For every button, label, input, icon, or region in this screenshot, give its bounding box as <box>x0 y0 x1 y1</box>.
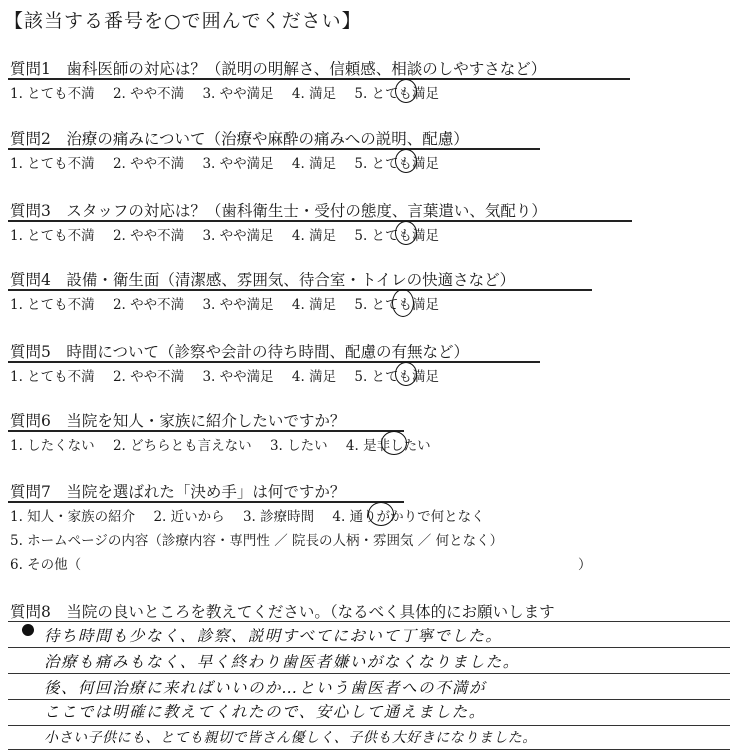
question-7-underline <box>8 501 404 503</box>
q3-option-4[interactable]: 4. 満足 <box>291 228 337 244</box>
q6-answer-circle <box>381 431 407 455</box>
q5-answer-circle <box>395 362 417 386</box>
q7-option-6-open[interactable]: 6. その他（ <box>10 557 82 573</box>
q7-option-6-close: ） <box>578 557 592 573</box>
q3-option-5[interactable]: 5. とても満足 <box>354 228 440 244</box>
page-title: 【該当する番号を○で囲んでください】 <box>4 10 362 32</box>
q3-answer-circle <box>395 221 417 245</box>
q4-option-3[interactable]: 3. やや満足 <box>202 297 274 313</box>
question-3-label: 質問3 スタッフの対応は？（歯科衛生士・受付の態度、言葉遣い、気配り） <box>10 202 547 220</box>
q8-answer-line-5: 小さい子供にも、とても親切で皆さん優しく、子供も大好きになりました。 <box>44 730 537 746</box>
q2-option-5[interactable]: 5. とても満足 <box>354 156 440 172</box>
q1-option-5[interactable]: 5. とても満足 <box>354 86 440 102</box>
question-3-underline <box>8 220 632 222</box>
q2-option-2[interactable]: 2. やや不満 <box>112 156 185 172</box>
q1-answer-circle <box>395 79 417 103</box>
question-1-underline <box>8 78 630 80</box>
q8-writing-line-1 <box>8 621 730 622</box>
q1-option-1[interactable]: 1. とても不満 <box>10 86 95 102</box>
q1-option-3[interactable]: 3. やや満足 <box>202 86 274 102</box>
q6-option-2[interactable]: 2. どちらとも言えない <box>112 438 252 454</box>
q7-option-2[interactable]: 2. 近いから <box>153 509 225 525</box>
q4-option-4[interactable]: 4. 満足 <box>291 297 337 313</box>
q7-option-1[interactable]: 1. 知人・家族の紹介 <box>10 509 136 525</box>
question-4-options <box>10 293 453 313</box>
q8-writing-line-6 <box>8 749 730 750</box>
q4-option-1[interactable]: 1. とても不満 <box>10 297 95 313</box>
q5-option-1[interactable]: 1. とても不満 <box>10 369 95 385</box>
question-4-underline <box>8 289 592 291</box>
q6-option-1[interactable]: 1. したくない <box>10 438 95 454</box>
q4-option-2[interactable]: 2. やや不満 <box>112 297 185 313</box>
q2-answer-circle <box>395 149 417 173</box>
q6-option-4[interactable]: 4. 是非したい <box>345 438 431 454</box>
question-6-options <box>10 434 445 454</box>
q3-option-1[interactable]: 1. とても不満 <box>10 228 95 244</box>
q7-answer-circle <box>368 502 394 526</box>
question-2-options <box>10 152 453 172</box>
q5-option-5[interactable]: 5. とても満足 <box>354 369 440 385</box>
question-7-options <box>10 505 499 525</box>
q7-option-5[interactable]: 5. ホームページの内容（診療内容・専門性 ／ 院長の人柄・雰囲気 ／ 何となく） <box>10 533 504 549</box>
q4-answer-circle <box>392 289 414 317</box>
q5-option-2[interactable]: 2. やや不満 <box>112 369 185 385</box>
question-2-label: 質問2 治療の痛みについて（治療や麻酔の痛みへの説明、配慮） <box>10 130 469 148</box>
q8-answer-line-3: 後、何回治療に来ればいいのか…という歯医者への不満が <box>44 679 487 697</box>
question-6-label: 質問6 当院を知人・家族に紹介したいですか？ <box>10 412 346 430</box>
q8-writing-line-3 <box>8 673 730 674</box>
question-1-label: 質問1 歯科医師の対応は？（説明の明解さ、信頼感、相談のしやすさなど） <box>10 60 547 78</box>
q8-answer-line-1: 待ち時間も少なく、診察、説明すべてにおいて丁寧でした。 <box>44 627 503 645</box>
question-1-options <box>10 82 453 102</box>
q8-answer-line-4: ここでは明確に教えてくれたので、安心して通えました。 <box>44 703 486 721</box>
q3-option-3[interactable]: 3. やや満足 <box>202 228 274 244</box>
question-5-options <box>10 365 453 385</box>
q6-option-3[interactable]: 3. したい <box>269 438 328 454</box>
question-7-label: 質問7 当院を選ばれた「決め手」は何ですか？ <box>10 483 346 501</box>
question-5-label: 質問5 時間について（診察や会計の待ち時間、配慮の有無など） <box>10 343 470 361</box>
question-6-underline <box>8 430 404 432</box>
q5-option-4[interactable]: 4. 満足 <box>291 369 337 385</box>
ink-mark-icon <box>20 622 35 637</box>
question-3-options <box>10 224 453 244</box>
question-2-underline <box>8 148 540 150</box>
q7-option-4[interactable]: 4. 通りがかりで何となく <box>332 509 485 525</box>
q5-option-3[interactable]: 3. やや満足 <box>202 369 274 385</box>
q2-option-4[interactable]: 4. 満足 <box>291 156 337 172</box>
q3-option-2[interactable]: 2. やや不満 <box>112 228 185 244</box>
q1-option-4[interactable]: 4. 満足 <box>291 86 337 102</box>
question-5-underline <box>8 361 540 363</box>
question-8-label: 質問8 当院の良いところを教えてください。（なるべく具体的にお願いします <box>10 603 555 621</box>
q8-answer-line-2: 治療も痛みもなく、早く終わり歯医者嫌いがなくなりました。 <box>44 653 520 671</box>
q2-option-3[interactable]: 3. やや満足 <box>202 156 274 172</box>
q7-option-3[interactable]: 3. 診療時間 <box>242 509 315 525</box>
q4-option-5[interactable]: 5. とても満足 <box>354 297 440 313</box>
q1-option-2[interactable]: 2. やや不満 <box>112 86 185 102</box>
question-4-label: 質問4 設備・衛生面（清潔感、雰囲気、待合室・トイレの快適さなど） <box>10 271 516 289</box>
q8-writing-line-2 <box>8 647 730 648</box>
q2-option-1[interactable]: 1. とても不満 <box>10 156 95 172</box>
